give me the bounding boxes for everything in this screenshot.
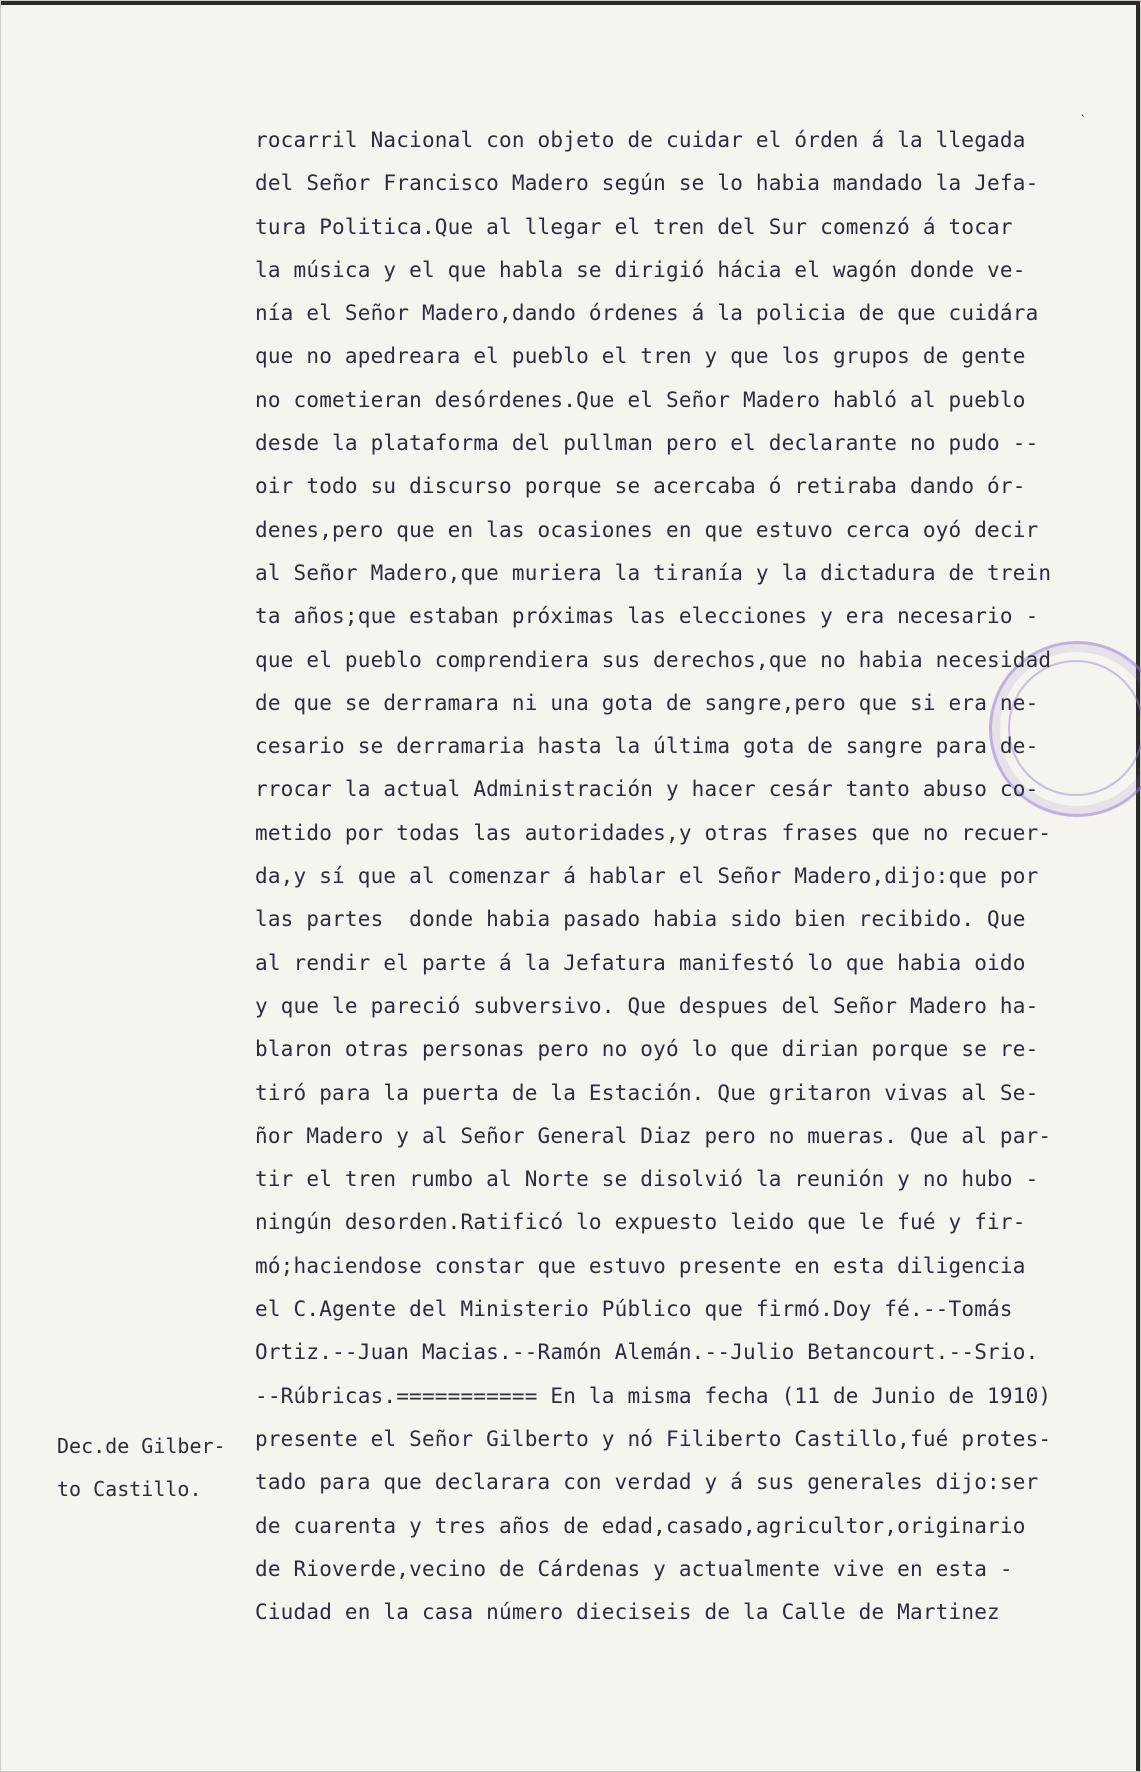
text-line: tir el tren rumbo al Norte se disolvió la reunión y no hubo -: [255, 1167, 1039, 1192]
text-line: tiró para la puerta de la Estación. Que gritaron vivas al Se-: [255, 1080, 1039, 1105]
text-line: presente el Señor Gilberto y nó Filiberto Castillo,fué protes-: [255, 1426, 1052, 1451]
text-line: rocarril Nacional con objeto de cuidar el órden á la llegada: [255, 128, 1026, 152]
text-line: que no apedreara el pueblo el tren y que los grupos de gente: [255, 344, 1026, 369]
margin-note-deponent: Dec.de Gilber- to Castillo.: [57, 1434, 226, 1501]
text-line: tado para que declarara con verdad y á sus generales dijo:ser: [255, 1470, 1039, 1495]
text-line: ñor Madero y al Señor General Diaz pero no mueras. Que al par-: [255, 1123, 1052, 1148]
top-border: [1, 1, 1140, 5]
text-line: del Señor Francisco Madero según se lo habia mandado la Jefa-: [255, 171, 1039, 196]
text-line: metido por todas las autoridades,y otras frases que no recuer-: [255, 820, 1052, 845]
text-line: ningún desorden.Ratificó lo expuesto leido que le fué y fir-: [255, 1210, 1026, 1235]
text-line: al Señor Madero,que muriera la tiranía y la dictadura de trein: [255, 560, 1052, 585]
text-line: mó;haciendose constar que estuvo presente en esta diligencia: [255, 1253, 1026, 1278]
text-line: --Rúbricas.=========== En la misma fecha (11 de Junio de 1910): [255, 1383, 1052, 1408]
text-line: rrocar la actual Administración y hacer cesár tanto abuso co-: [255, 777, 1039, 802]
text-line: Ortiz.--Juan Macias.--Ramón Alemán.--Julio Betancourt.--Srio.: [255, 1340, 1039, 1365]
text-line: de que se derramara ni una gota de sangre,pero que si era ne-: [255, 690, 1039, 715]
text-line: denes,pero que en las ocasiones en que estuvo cerca oyó decir: [255, 517, 1039, 542]
text-line: que el pueblo comprendiera sus derechos,que no habia necesidad: [255, 647, 1052, 672]
text-line: blaron otras personas pero no oyó lo que dirian porque se re-: [255, 1037, 1039, 1062]
text-line: de Rioverde,vecino de Cárdenas y actualmente vive en esta -: [255, 1556, 1013, 1581]
text-line: la música y el que habla se dirigió hácia el wagón donde ve-: [255, 257, 1026, 282]
text-line: desde la plataforma del pullman pero el declarante no pudo --: [255, 431, 1039, 456]
right-border: [1136, 1, 1140, 1771]
text-line: da,y sí que al comenzar á hablar el Señor Madero,dijo:que por: [255, 864, 1039, 889]
text-line: de cuarenta y tres años de edad,casado,agricultor,originario: [255, 1513, 1026, 1538]
text-line: el C.Agente del Ministerio Público que firmó.Doy fé.--Tomás: [255, 1297, 1013, 1322]
text-line: cesario se derramaria hasta la última gota de sangre para de-: [255, 734, 1039, 759]
text-line: Ciudad en la casa número dieciseis de la Calle de Martinez: [255, 1600, 1000, 1625]
document-body: [255, 119, 1085, 1634]
text-line: no cometieran desórdenes.Que el Señor Madero habló al pueblo: [255, 387, 1026, 412]
text-line: oir todo su discurso porque se acercaba ó retiraba dando ór-: [255, 474, 1026, 499]
text-line: tura Politica.Que al llegar el tren del Sur comenzó á tocar: [255, 214, 1013, 239]
text-line: ta años;que estaban próximas las elecciones y era necesario -: [255, 604, 1039, 629]
text-line: nía el Señor Madero,dando órdenes á la policia de que cuidára: [255, 301, 1039, 326]
text-line: las partes donde habia pasado habia sido bien recibido. Que: [255, 907, 1026, 932]
text-line: y que le pareció subversivo. Que despues del Señor Madero ha-: [255, 993, 1039, 1018]
text-line: al rendir el parte á la Jefatura manifestó lo que habia oido: [255, 950, 1026, 975]
margin-mark: ‵: [1081, 113, 1085, 129]
